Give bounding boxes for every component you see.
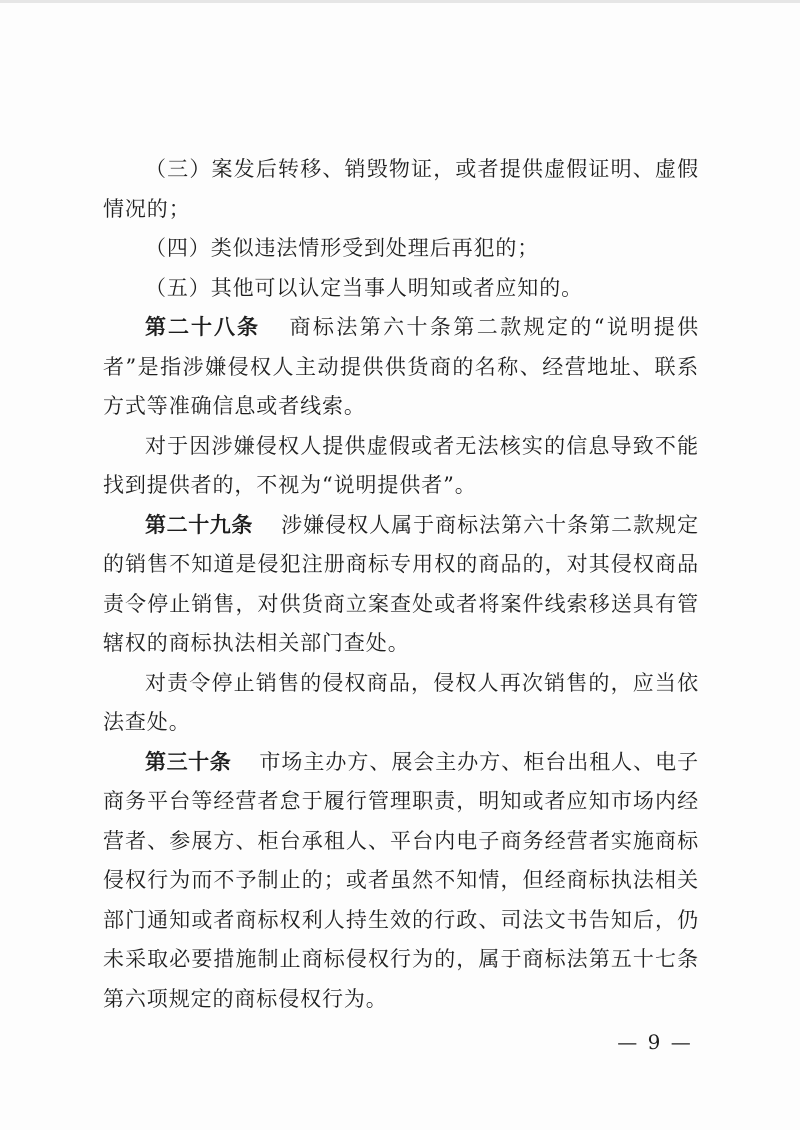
paragraph-text: 对于因涉嫌侵权人提供虚假或者无法核实的信息导致不能找到提供者的，不视为“说明提供者”。 bbox=[103, 433, 699, 497]
scan-edge bbox=[0, 0, 800, 3]
paragraph-article-30 bbox=[103, 743, 699, 1020]
paragraph-clause-3 bbox=[103, 150, 699, 229]
paragraph-text: 商标法第六十条第二款规定的“说明提供者”是指涉嫌侵权人主动提供供货商的名称、经营地址、联系方式等准确信息或者线索。 bbox=[103, 315, 699, 418]
paragraph-text: 对责令停止销售的侵权商品，侵权人再次销售的，应当依法查处。 bbox=[103, 670, 699, 734]
paragraph-text: 市场主办方、展会主办方、柜台出租人、电子商务平台等经营者怠于履行管理职责，明知或者应知市场内经营者、参展方、柜台承租人、平台内电子商务经营者实施商标侵权行为而不予制止的；或者虽然不知情，但经商标执法相关部门通知或者商标权利人持生效的行政、司法文书告知后，仍未采取必要措施制止商标侵权行为的，属于商标法第五十七条第六项规定的商标侵权行为。 bbox=[103, 749, 700, 1011]
paragraph-text: （五）其他可以认定当事人明知或者应知的。 bbox=[145, 275, 583, 300]
article-number: 第三十条 bbox=[145, 749, 232, 774]
paragraph-article-28 bbox=[103, 308, 699, 427]
paragraph-text: （三）案发后转移、销毁物证，或者提供虚假证明、虚假情况的； bbox=[103, 157, 699, 221]
paragraph-clause-4 bbox=[103, 229, 699, 269]
article-number: 第二十九条 bbox=[145, 512, 253, 537]
paragraph-text: 涉嫌侵权人属于商标法第六十条第二款规定的销售不知道是侵犯注册商标专用权的商品的，对其侵权商品责令停止销售，对供货商立案查处或者将案件线索移送具有管辖权的商标执法相关部门查处。 bbox=[103, 512, 699, 655]
paragraph-article-29-note bbox=[103, 664, 699, 743]
paragraph-clause-5 bbox=[103, 269, 699, 309]
document-body bbox=[103, 150, 699, 1019]
page-number: — 9 — bbox=[617, 1030, 693, 1054]
paragraph-text: （四）类似违法情形受到处理后再犯的； bbox=[145, 236, 540, 260]
paragraph-article-28-note bbox=[103, 427, 699, 506]
paragraph-article-29 bbox=[103, 506, 699, 664]
article-number: 第二十八条 bbox=[145, 315, 261, 339]
